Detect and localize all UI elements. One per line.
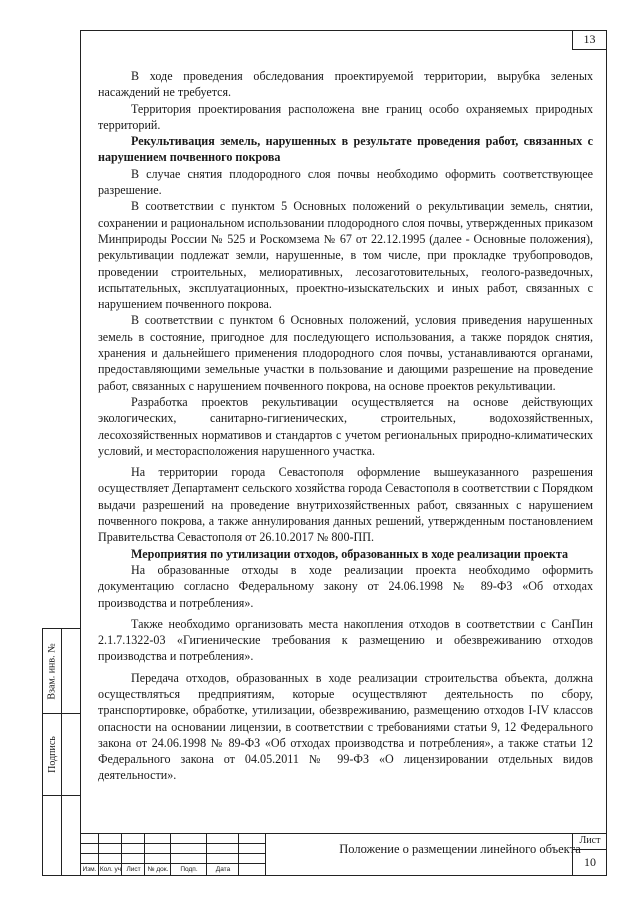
sheet-number: 10	[584, 855, 596, 869]
paragraph: В случае снятия плодородного слоя почвы необходимо оформить соответствующее разрешение.	[98, 166, 593, 198]
col-label-count: Кол. уч	[99, 866, 122, 873]
document-title: Положение о размещении линейного объекта	[339, 842, 581, 856]
paragraph: Разработка проектов рекультивации осуществляется на основе действующих экологических, санитарно-гигиенических, строительных, водохозяйственных, лесохозяйственных нормативов и стандартов с учетом региональных природно-климатических условий, и месторасположения нарушенного участка.	[98, 394, 593, 458]
side-stamp	[42, 628, 80, 876]
signature-label: Подпись	[47, 735, 59, 773]
paragraph: Также необходимо организовать места накопления отходов в соответствии с СанПин 2.1.7.1322-03 «Гигиенические требования к размещению и обезвреживанию отходов производства и потребления».	[98, 616, 593, 664]
col-label-date: Дата	[215, 866, 231, 873]
section-heading: Мероприятия по утилизации отходов, образованных в ходе реализации проекта	[131, 546, 569, 561]
paragraph: Территория проектирования расположена вне границ особо охраняемых природных территорий.	[98, 101, 593, 132]
sheet-number-box	[572, 833, 607, 876]
paragraph: Передача отходов, образованных в ходе реализации строительства объекта, должна осуществляться предприятиям, которые осуществляют деятельность по сбору, транспортировке, обработке, утилизации, обезвреживанию, размещению отходов I-IV классов опасности на основании лицензии, в соответствии с требованиями статьи 9, 12 Федерального закона от 24.06.1998 № 89-ФЗ «Об отходах производства и потребления», а также статьи 12 Федерального закона от 04.05.2011 № 99-ФЗ «О лицензировании отдельных видов деятельности».	[98, 670, 593, 783]
page-number-top: 13	[572, 30, 606, 50]
paragraph: На образованные отходы в ходе реализации проекта необходимо оформить документацию согласно Федеральному закону от 24.06.1998 № 89-ФЗ «Об отходах производства и потребления».	[98, 562, 593, 610]
paragraph: На территории города Севастополя оформление вышеуказанного разрешения осуществляет Департамент сельского хозяйства города Севастополя в соответствии с Порядком выдачи разрешений на проведение внутрихозяйственных работ, связанных с нарушением почвенного покрова, а также аннулирования данных решений, утвержденным постановлением Правительства Севастополя от 26.10.2017 № 800-ПП.	[98, 465, 593, 545]
document-body	[98, 68, 593, 784]
replacement-inventory-label: Взам. инв. №	[47, 642, 59, 700]
paragraph: В ходе проведения обследования проектируемой территории, вырубка зеленых насаждений не требуется.	[98, 69, 593, 100]
section-heading: Рекультивация земель, нарушенных в результате проведения работ, связанных с нарушением почвенного покрова	[98, 134, 593, 165]
sheet-label: Лист	[579, 835, 601, 846]
col-label-sheet: Лист	[126, 866, 141, 873]
col-label-change: Изм.	[82, 866, 97, 873]
title-block	[80, 833, 607, 876]
col-label-doc-number: № док.	[147, 866, 169, 873]
col-label-signature: Подп.	[180, 866, 198, 873]
paragraph: В соответствии с пунктом 6 Основных положений, условия приведения нарушенных земель в состояние, пригодное для последующего использования, а также порядок снятия, хранения и дальнейшего применения плодородного слоя почвы, устанавливаются органами, предоставляющими земельные участки в пользование и дающими разрешение на проведение работ, связанных с нарушением почвенного покрова, на основе проектов рекультивации.	[98, 313, 593, 393]
paragraph: В соответствии с пунктом 5 Основных положений о рекультивации земель, снятии, сохранении и рациональном использовании плодородного слоя почвы, утвержденных приказом Минприроды России № 525 и Роскомзема № 67 от 22.12.1995 (далее - Основные положения), рекультивации подлежат земли, нарушенные, в том числе, при прокладке трубопроводов, проведении строительных, мелиоративных, лесозаготовительных, геолого-разведочных, испытательных, эксплуатационных, проектно-изыскательских и иных работ, связанных с нарушением почвенного покрова.	[98, 199, 593, 312]
